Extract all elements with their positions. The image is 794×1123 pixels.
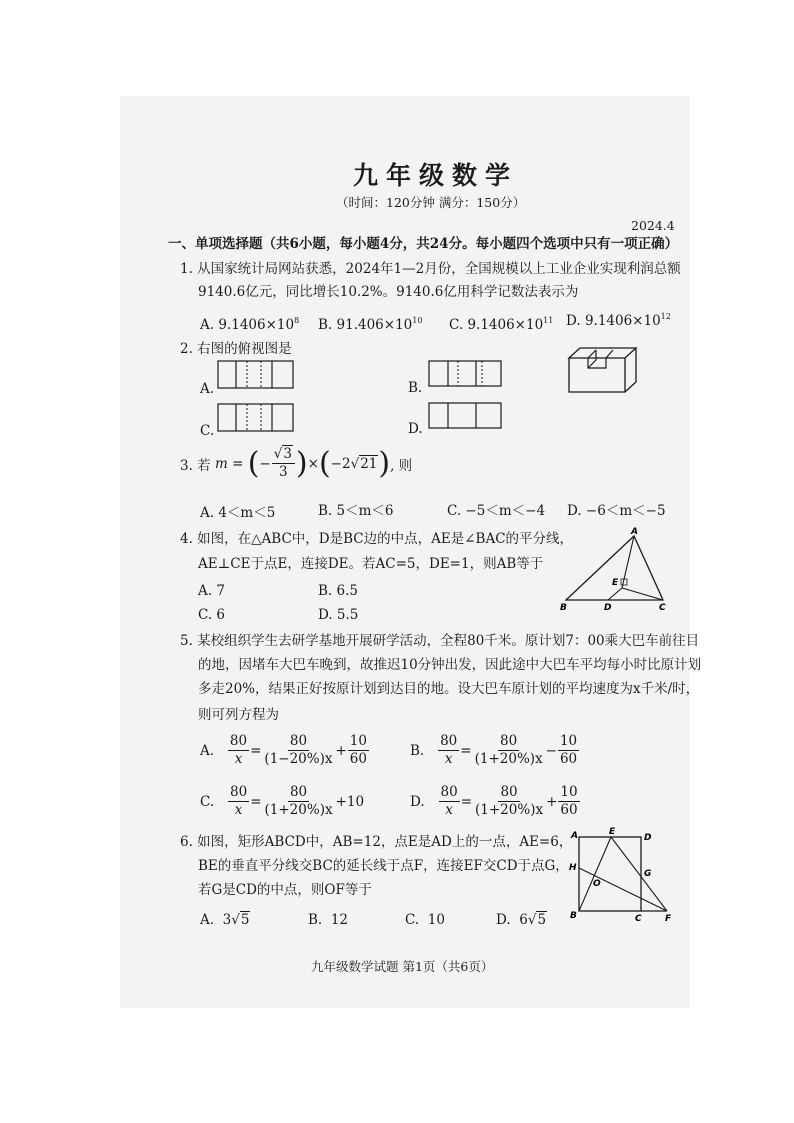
- q5-line4: 则可列方程为: [198, 707, 279, 723]
- q6-line3: 若G是CD的中点，则OF等于: [198, 882, 372, 898]
- label-e: E: [609, 827, 616, 837]
- q6-option-d: D. 6√5: [496, 912, 547, 928]
- q3-option-c: C. −5＜m＜−4: [447, 503, 546, 519]
- label-a: A: [631, 527, 638, 537]
- q6-option-a: A. 3√5: [200, 912, 250, 928]
- q3-option-d: D. −6＜m＜−5: [567, 503, 666, 519]
- q5-line2: 的地，因堵车大巴车晚到，故推迟10分钟出发，因此途中大巴车平均每小时比原计划: [198, 657, 702, 673]
- q4-option-a: A. 7: [198, 583, 225, 599]
- label-g: G: [644, 869, 652, 879]
- q5-option-b: B. $\frac{80}{x}$ = $\frac{80}{(1+20\%)x}$ − $\frac{10}{60}$: [410, 733, 578, 767]
- page-footer: 九年级数学试题 第1页（共6页）: [311, 959, 494, 974]
- q4-line2: AE⊥CE于点E，连接DE。若AC=5，DE=1，则AB等于: [198, 556, 544, 572]
- q5-option-d: D. $\frac{80}{x}$ = $\frac{80}{(1+20\%)x}$ + $\frac{10}{60}$: [410, 784, 578, 818]
- q1-option-d: D. $9.1406\times 10^{12}$: [566, 312, 671, 329]
- q5-option-c: C. $\frac{80}{x}$ = $\frac{80}{(1+20\%)x}$ +10: [200, 784, 365, 818]
- label-d: D: [604, 603, 612, 613]
- q3-stem: 3. 若 m = ( − $\frac{√3}{3}$ ) × ( −2 √ 21 ) , 则: [180, 445, 413, 481]
- q4-option-b: B. 6.5: [318, 583, 358, 599]
- q1-line2: 9140.6亿元，同比增长10.2%。9140.6亿用科学记数法表示为: [198, 284, 579, 300]
- q1-option-a: A. $9.1406\times 10^8$: [200, 316, 300, 333]
- q4-line1: 4. 如图，在△ABC中，D是BC边的中点，AE是∠BAC的平分线，: [180, 531, 574, 547]
- q2-option-b: B.: [408, 380, 423, 396]
- q6-rectangle-figure: [565, 828, 677, 922]
- label-h: H: [569, 863, 577, 873]
- q6-option-b: B. 12: [308, 912, 348, 928]
- label-c: C: [659, 603, 666, 613]
- q3-option-a: A. 4＜m＜5: [200, 505, 276, 521]
- q2-option-a: A.: [200, 381, 215, 397]
- q5-line1: 5. 某校组织学生去研学基地开展研学活动，全程80千米。原计划7：00乘大巴车前往目: [180, 633, 700, 649]
- exam-date: 2024.4: [631, 218, 675, 233]
- q6-line1: 6. 如图，矩形ABCD中，AB=12，点E是AD上的一点，AE=6，: [180, 834, 573, 850]
- label-a: A: [571, 831, 578, 841]
- q3-option-b: B. 5＜m＜6: [318, 503, 394, 519]
- q5-option-a: A. $\frac{80}{x}$ = $\frac{80}{(1-20\%)x}$ + $\frac{10}{60}$: [200, 733, 367, 767]
- q1-line1: 1. 从国家统计局网站获悉，2024年1—2月份，全国规模以上工业企业实现利润总额: [180, 261, 681, 277]
- q4-triangle-figure: [560, 528, 672, 612]
- label-e: E: [612, 578, 619, 588]
- q6-option-c: C. 10: [405, 912, 445, 928]
- q4-option-c: C. 6: [198, 607, 226, 623]
- q2-option-c: C.: [200, 423, 215, 439]
- q2-view-b: [428, 360, 503, 388]
- label-b: B: [560, 603, 567, 613]
- q1-option-b: B. $91.406\times 10^{10}$: [318, 316, 423, 333]
- q2-view-c: [217, 403, 295, 433]
- q4-option-d: D. 5.5: [318, 607, 359, 623]
- q2-solid-figure: [566, 338, 640, 396]
- label-c: C: [635, 914, 642, 924]
- label-f: F: [665, 914, 672, 924]
- label-b: B: [570, 911, 577, 921]
- page-title: 九年级数学: [353, 161, 519, 190]
- label-o: O: [593, 879, 601, 889]
- q2-option-d: D.: [408, 421, 423, 437]
- exam-info: （时间：120分钟 满分：150分）: [336, 195, 526, 210]
- q2-view-d: [428, 402, 503, 430]
- q2-text: 2. 右图的俯视图是: [180, 341, 292, 357]
- q1-option-c: C. $9.1406\times 10^{11}$: [449, 316, 554, 333]
- q6-line2: BE的垂直平分线交BC的延长线于点F，连接EF交CD于点G，: [198, 858, 569, 874]
- section-heading: 一、单项选择题（共6小题，每小题4分，共24分。每小题四个选项中只有一项正确）: [168, 236, 679, 252]
- q5-line3: 多走20%，结果正好按原计划到达目的地。设大巴车原计划的平均速度为x千米/时，: [198, 681, 700, 697]
- q2-view-a: [217, 360, 295, 390]
- label-d: D: [644, 833, 652, 843]
